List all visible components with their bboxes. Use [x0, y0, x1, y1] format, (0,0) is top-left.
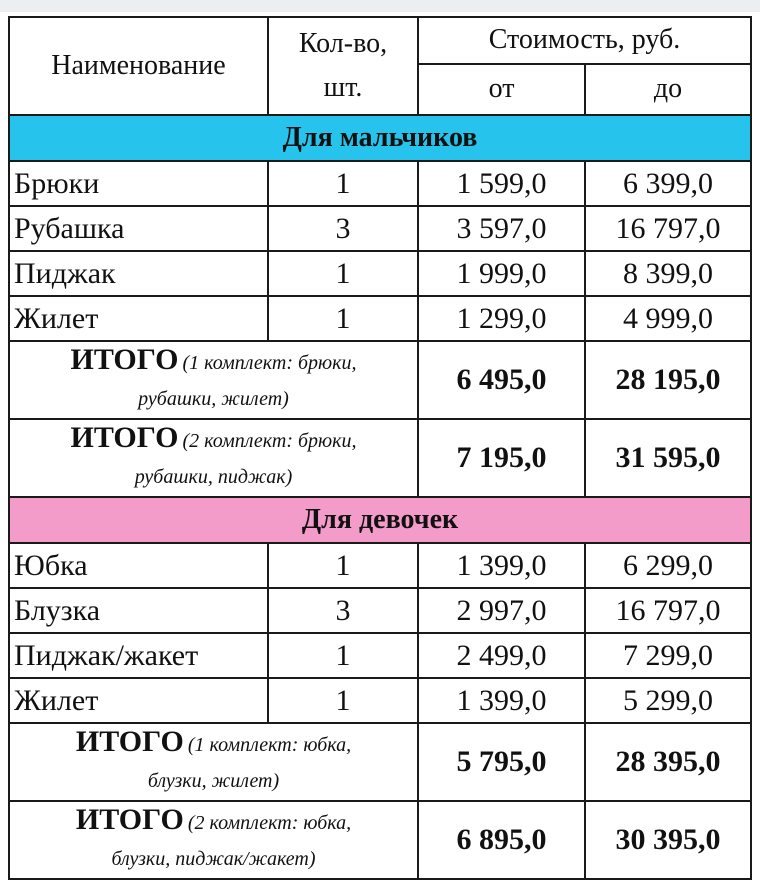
item-name: Рубашка — [9, 206, 268, 251]
total-word: ИТОГО — [75, 724, 184, 758]
item-price-from: 2 499,0 — [418, 633, 585, 678]
table-row — [9, 588, 751, 633]
total-note-line2: рубашки, жилет) — [138, 387, 289, 410]
section-title-boys: Для мальчиков — [9, 115, 751, 161]
header-qty — [268, 17, 418, 115]
item-price-from: 1 599,0 — [418, 161, 585, 206]
total-note-line2: блузки, пиджак/жакет) — [111, 847, 316, 870]
item-price-to: 6 399,0 — [585, 161, 751, 206]
item-name: Жилет — [9, 678, 268, 723]
item-qty: 1 — [268, 161, 418, 206]
item-qty: 1 — [268, 543, 418, 588]
header-to: до — [585, 64, 751, 115]
total-row — [9, 419, 751, 497]
total-word: ИТОГО — [75, 802, 184, 836]
total-label-cell — [9, 341, 418, 419]
total-row — [9, 801, 751, 879]
total-price-to: 30 395,0 — [585, 801, 751, 879]
item-name: Блузка — [9, 588, 268, 633]
item-qty: 3 — [268, 206, 418, 251]
item-price-from: 3 597,0 — [418, 206, 585, 251]
item-qty: 3 — [268, 588, 418, 633]
table-row — [9, 543, 751, 588]
total-note-line1: (2 комплект: юбка, — [187, 811, 352, 834]
item-name: Жилет — [9, 296, 268, 341]
header-cost: Стоимость, руб. — [418, 17, 751, 64]
item-price-from: 1 999,0 — [418, 251, 585, 296]
total-label-cell — [9, 419, 418, 497]
item-qty: 1 — [268, 296, 418, 341]
header-name: Наименование — [9, 17, 268, 115]
total-price-from: 7 195,0 — [418, 419, 585, 497]
table-row — [9, 633, 751, 678]
item-price-to: 4 999,0 — [585, 296, 751, 341]
total-row — [9, 341, 751, 419]
item-name: Брюки — [9, 161, 268, 206]
total-price-from: 5 795,0 — [418, 723, 585, 801]
total-price-from: 6 495,0 — [418, 341, 585, 419]
total-note-line1: (1 комплект: брюки, — [182, 351, 357, 374]
total-note-line2: блузки, жилет) — [147, 769, 280, 792]
total-price-to: 28 195,0 — [585, 341, 751, 419]
item-qty: 1 — [268, 633, 418, 678]
total-label-cell — [9, 801, 418, 879]
total-price-to: 31 595,0 — [585, 419, 751, 497]
table-row — [9, 296, 751, 341]
total-word: ИТОГО — [70, 342, 179, 376]
total-price-to: 28 395,0 — [585, 723, 751, 801]
total-word: ИТОГО — [70, 420, 179, 454]
item-price-to: 16 797,0 — [585, 206, 751, 251]
table-row — [9, 251, 751, 296]
section-girls — [9, 497, 751, 879]
total-note-line1: (2 комплект: брюки, — [182, 429, 357, 452]
item-price-to: 16 797,0 — [585, 588, 751, 633]
item-name: Пиджак/жакет — [9, 633, 268, 678]
price-table — [8, 16, 752, 880]
header-qty-line2: шт. — [323, 72, 363, 103]
item-price-to: 5 299,0 — [585, 678, 751, 723]
item-price-to: 6 299,0 — [585, 543, 751, 588]
top-strip — [0, 0, 760, 12]
header-from: от — [418, 64, 585, 115]
item-qty: 1 — [268, 678, 418, 723]
total-price-from: 6 895,0 — [418, 801, 585, 879]
section-boys — [9, 115, 751, 497]
item-name: Юбка — [9, 543, 268, 588]
item-price-to: 7 299,0 — [585, 633, 751, 678]
item-qty: 1 — [268, 251, 418, 296]
total-note-line1: (1 комплект: юбка, — [187, 733, 352, 756]
item-name: Пиджак — [9, 251, 268, 296]
total-row — [9, 723, 751, 801]
section-title-girls: Для девочек — [9, 497, 751, 543]
header-qty-line1: Кол-во, — [298, 28, 388, 59]
table-row — [9, 206, 751, 251]
table-row — [9, 161, 751, 206]
item-price-from: 2 997,0 — [418, 588, 585, 633]
total-label-cell — [9, 723, 418, 801]
total-note-line2: рубашки, пиджак) — [134, 465, 293, 488]
table-row — [9, 678, 751, 723]
item-price-from: 1 399,0 — [418, 543, 585, 588]
item-price-to: 8 399,0 — [585, 251, 751, 296]
item-price-from: 1 399,0 — [418, 678, 585, 723]
item-price-from: 1 299,0 — [418, 296, 585, 341]
